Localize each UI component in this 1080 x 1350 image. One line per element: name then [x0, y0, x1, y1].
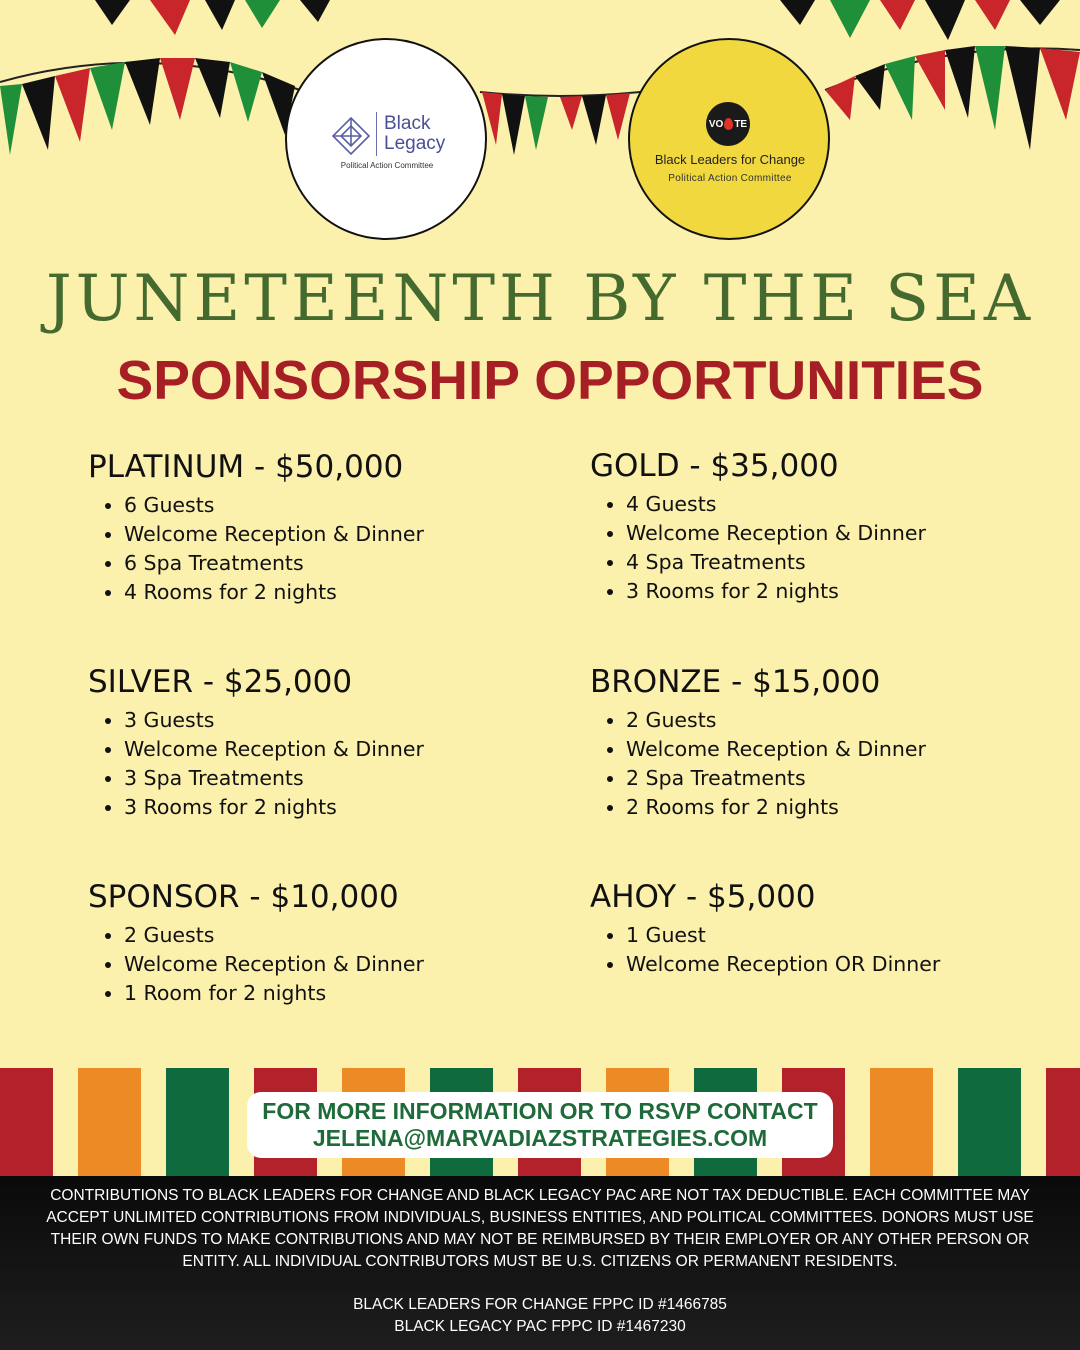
vote-badge-icon — [706, 102, 750, 146]
stripe-red — [1046, 1068, 1080, 1176]
black-legacy-line2: Legacy — [384, 133, 446, 154]
tier-platinum — [88, 447, 528, 607]
benefit-item: • 1 Room for 2 nights — [124, 979, 528, 1008]
tier-ahoy — [590, 877, 1030, 979]
stripe-green — [958, 1068, 1021, 1176]
fppc-id-blc: BLACK LEADERS FOR CHANGE FPPC ID #1466785 — [353, 1296, 727, 1313]
blc-subtitle: Political Action Committee — [668, 173, 792, 184]
stripe-orange — [78, 1068, 141, 1176]
benefit-item: • 4 Spa Treatments — [626, 548, 1030, 577]
tier-benefits — [88, 491, 528, 607]
tier-title: SILVER - $25,000 — [88, 664, 353, 700]
tier-title: PLATINUM - $50,000 — [88, 449, 404, 485]
benefit-item: • 3 Spa Treatments — [124, 764, 528, 793]
benefit-item: • Welcome Reception & Dinner — [626, 519, 1030, 548]
benefit-item: • 3 Rooms for 2 nights — [124, 793, 528, 822]
tier-benefits — [590, 490, 1030, 606]
black-legacy-line1: Black — [384, 113, 431, 134]
benefit-item: • 4 Guests — [626, 490, 1030, 519]
benefit-item: • Welcome Reception & Dinner — [124, 950, 528, 979]
tier-title: AHOY - $5,000 — [590, 879, 816, 915]
tier-silver — [88, 662, 528, 822]
blc-title: Black Leaders for Change — [654, 152, 806, 167]
tier-benefits — [590, 706, 1030, 822]
black-legacy-subtitle: Political Action Committee — [340, 161, 434, 170]
vote-badge-left: VO — [708, 118, 724, 130]
event-title: JUNETEENTH BY THE SEA — [45, 262, 1035, 336]
fppc-ids — [0, 1294, 1080, 1338]
benefit-item: • 6 Guests — [124, 491, 528, 520]
benefit-item: • 1 Guest — [626, 921, 1030, 950]
benefit-item: • Welcome Reception OR Dinner — [626, 950, 1030, 979]
benefit-item: • 3 Rooms for 2 nights — [626, 577, 1030, 606]
benefit-item: • 2 Guests — [124, 921, 528, 950]
sponsorship-headline: SPONSORSHIP OPPORTUNITIES — [116, 349, 984, 411]
benefit-item: • Welcome Reception & Dinner — [124, 520, 528, 549]
tier-sponsor — [88, 877, 528, 1008]
bunting-decoration — [0, 0, 1080, 190]
benefit-item: • 3 Guests — [124, 706, 528, 735]
tier-benefits — [590, 921, 1030, 979]
legal-footer — [0, 1176, 1080, 1350]
vote-badge-right: TE — [734, 118, 748, 130]
benefit-item: • 6 Spa Treatments — [124, 549, 528, 578]
legal-disclaimer: CONTRIBUTIONS TO BLACK LEADERS FOR CHANGE AND BLACK LEGACY PAC ARE NOT TAX DEDUCTIBLE. EACH COMMITTEE MAY ACCEPT UNLIMITED CONTRIBUTIONS FROM INDIVIDUALS, BUSINESS ENTITIES, AND POLITICAL COMMITTEES. DONORS MUST USE THEIR OWN FUNDS TO MAKE CONTRIBUTIONS AND MAY NOT BE REIMBURSED BY THEIR EMPLOYER OR ANY OTHER PERSON OR ENTITY. ALL INDIVIDUAL CONTRIBUTORS MUST BE U.S. CITIZENS OR PERMANENT RESIDENTS. — [46, 1187, 1034, 1270]
tier-title: SPONSOR - $10,000 — [88, 879, 399, 915]
tier-title: BRONZE - $15,000 — [590, 664, 881, 700]
logo-divider — [376, 112, 377, 156]
tier-bronze — [590, 662, 1030, 822]
benefit-item: • 2 Guests — [626, 706, 1030, 735]
tier-gold — [590, 446, 1030, 606]
benefit-item: • 2 Spa Treatments — [626, 764, 1030, 793]
fppc-id-bl: BLACK LEGACY PAC FPPC ID #1467230 — [394, 1318, 686, 1335]
contact-email[interactable]: JELENA@MARVADIAZSTRATEGIES.COM — [312, 1125, 768, 1151]
tier-benefits — [88, 921, 528, 1008]
contact-box — [247, 1092, 833, 1158]
benefit-item: • Welcome Reception & Dinner — [124, 735, 528, 764]
stripe-red — [0, 1068, 53, 1176]
benefit-item: • 4 Rooms for 2 nights — [124, 578, 528, 607]
black-legacy-geometric-icon — [331, 116, 371, 156]
flame-icon — [724, 118, 733, 130]
benefit-item: • 2 Rooms for 2 nights — [626, 793, 1030, 822]
benefit-item: • Welcome Reception & Dinner — [626, 735, 1030, 764]
black-leaders-for-change-logo — [628, 38, 830, 240]
tier-benefits — [88, 706, 528, 822]
black-legacy-logo — [285, 38, 487, 240]
stripe-orange — [870, 1068, 933, 1176]
tier-title: GOLD - $35,000 — [590, 448, 839, 484]
contact-line1: FOR MORE INFORMATION OR TO RSVP CONTACT — [262, 1098, 818, 1124]
stripe-green — [166, 1068, 229, 1176]
